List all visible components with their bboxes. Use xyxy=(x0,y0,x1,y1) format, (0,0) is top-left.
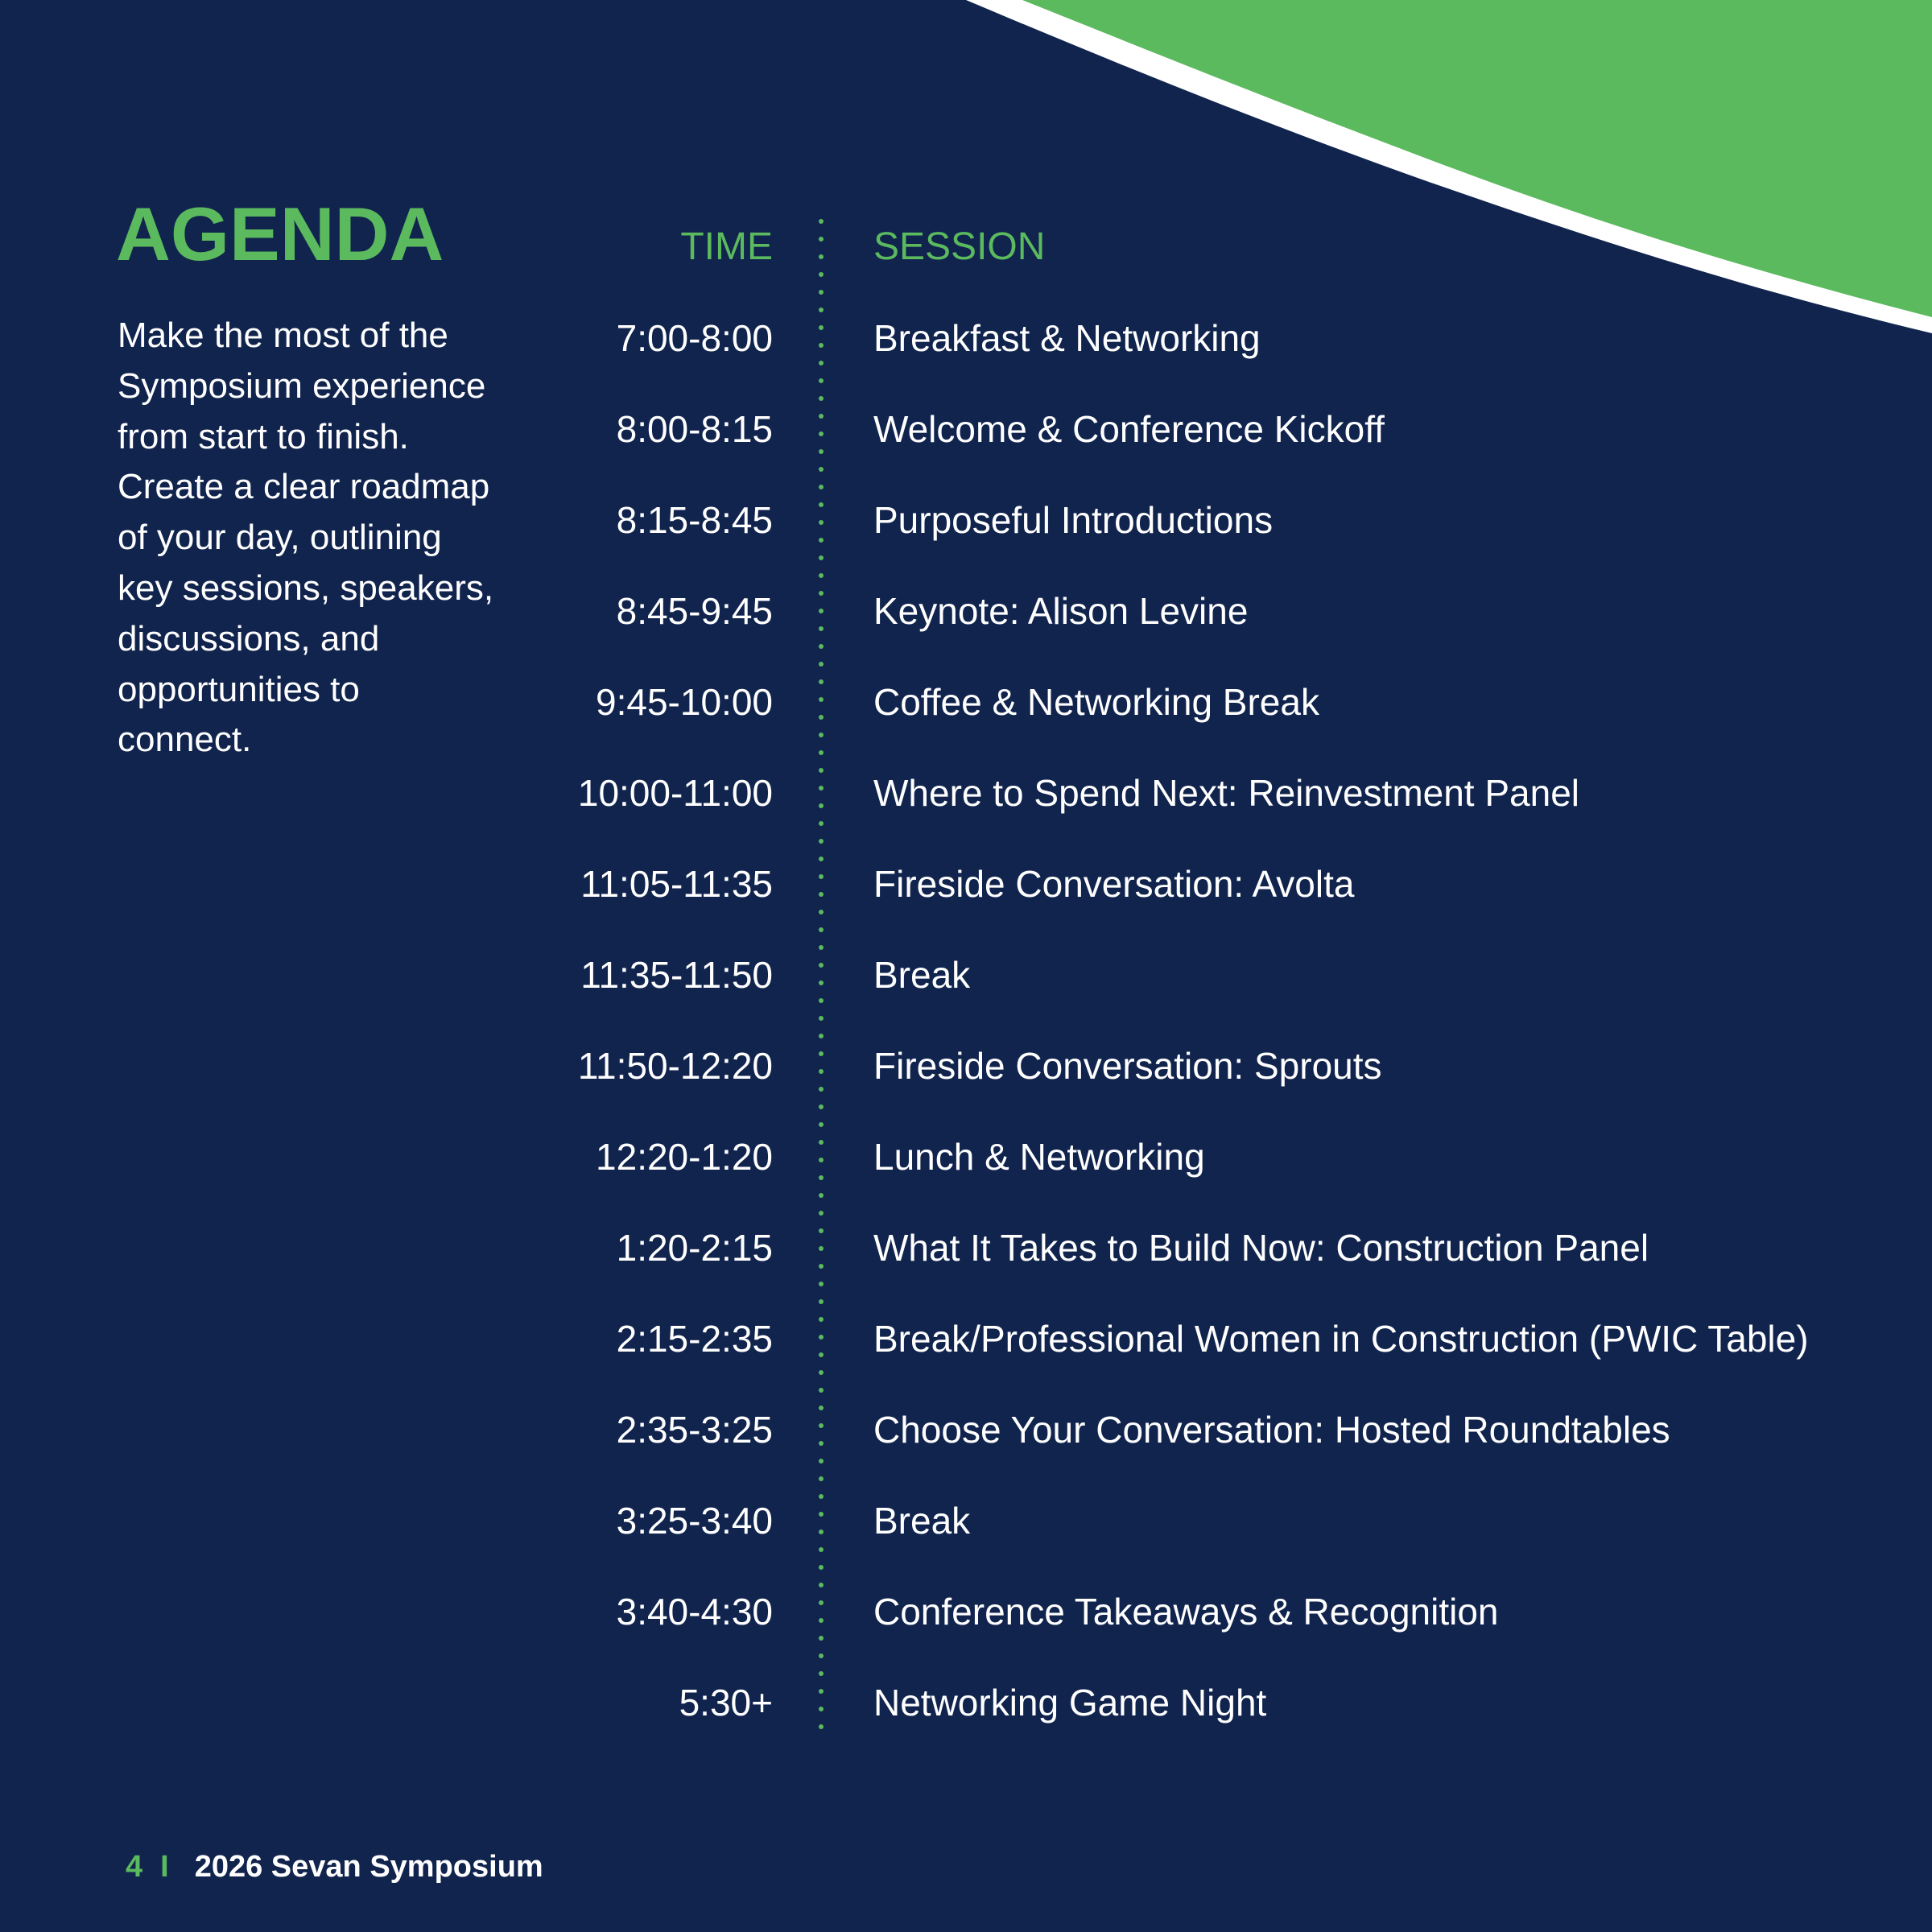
agenda-session: Break/Professional Women in Construction (PWIC Table) xyxy=(873,1318,1809,1360)
agenda-time: 3:40-4:30 xyxy=(616,1591,773,1633)
agenda-session: Break xyxy=(873,1500,971,1542)
page-footer xyxy=(126,1844,543,1889)
agenda-time: 11:35-11:50 xyxy=(580,954,773,996)
agenda-row xyxy=(0,852,1932,916)
agenda-time: 3:25-3:40 xyxy=(616,1500,773,1542)
agenda-time: 2:35-3:25 xyxy=(616,1409,773,1451)
agenda-session: Conference Takeaways & Recognition xyxy=(873,1591,1499,1633)
agenda-row xyxy=(0,943,1932,1007)
agenda-title: AGENDA xyxy=(116,192,444,276)
agenda-time: 11:05-11:35 xyxy=(580,863,773,905)
time-column-heading: TIME xyxy=(680,225,773,268)
agenda-session: Coffee & Networking Break xyxy=(873,681,1319,723)
agenda-session: Breakfast & Networking xyxy=(873,317,1261,359)
agenda-session: Keynote: Alison Levine xyxy=(873,590,1249,632)
agenda-time: 7:00-8:00 xyxy=(616,317,773,359)
agenda-row xyxy=(0,306,1932,370)
agenda-row xyxy=(0,1670,1932,1735)
agenda-row xyxy=(0,670,1932,734)
agenda-session: Fireside Conversation: Avolta xyxy=(873,863,1355,905)
agenda-row xyxy=(0,761,1932,825)
agenda-session: Networking Game Night xyxy=(873,1682,1267,1724)
agenda-time: 8:15-8:45 xyxy=(616,499,773,541)
agenda-time: 9:45-10:00 xyxy=(596,681,773,723)
agenda-time: 8:45-9:45 xyxy=(616,590,773,632)
agenda-session: What It Takes to Build Now: Construction Panel xyxy=(873,1227,1649,1269)
agenda-session: Purposeful Introductions xyxy=(873,499,1274,541)
agenda-session: Where to Spend Next: Reinvestment Panel xyxy=(873,772,1580,814)
agenda-row xyxy=(0,1397,1932,1462)
page-number: 4 xyxy=(126,1850,143,1884)
agenda-row xyxy=(0,1488,1932,1553)
footer-separator: I xyxy=(160,1850,169,1884)
agenda-row xyxy=(0,579,1932,643)
agenda-time: 2:15-2:35 xyxy=(616,1318,773,1360)
agenda-introduction: Make the most of the Symposium experience from start to finish. Create a clear roadmap of your day, outlining key sessions, speakers, discussions, and opportunities to connect. xyxy=(118,316,494,760)
agenda-session: Break xyxy=(873,954,971,996)
agenda-session: Lunch & Networking xyxy=(873,1136,1205,1178)
agenda-session: Choose Your Conversation: Hosted Roundtables xyxy=(873,1409,1670,1451)
agenda-session: Welcome & Conference Kickoff xyxy=(873,408,1385,450)
agenda-time: 5:30+ xyxy=(679,1682,773,1724)
session-column-heading: SESSION xyxy=(873,225,1046,268)
agenda-row xyxy=(0,1579,1932,1644)
agenda-row xyxy=(0,1034,1932,1098)
agenda-row xyxy=(0,1216,1932,1280)
agenda-time: 10:00-11:00 xyxy=(577,772,773,814)
agenda-row xyxy=(0,397,1932,461)
agenda-time: 11:50-12:20 xyxy=(577,1045,773,1087)
agenda-time: 12:20-1:20 xyxy=(596,1136,773,1178)
agenda-row xyxy=(0,1125,1932,1189)
footer-title: 2026 Sevan Symposium xyxy=(194,1850,543,1884)
agenda-row xyxy=(0,1307,1932,1371)
agenda-time: 1:20-2:15 xyxy=(616,1227,773,1269)
agenda-session: Fireside Conversation: Sprouts xyxy=(873,1045,1382,1087)
agenda-time: 8:00-8:15 xyxy=(616,408,773,450)
agenda-row xyxy=(0,488,1932,552)
